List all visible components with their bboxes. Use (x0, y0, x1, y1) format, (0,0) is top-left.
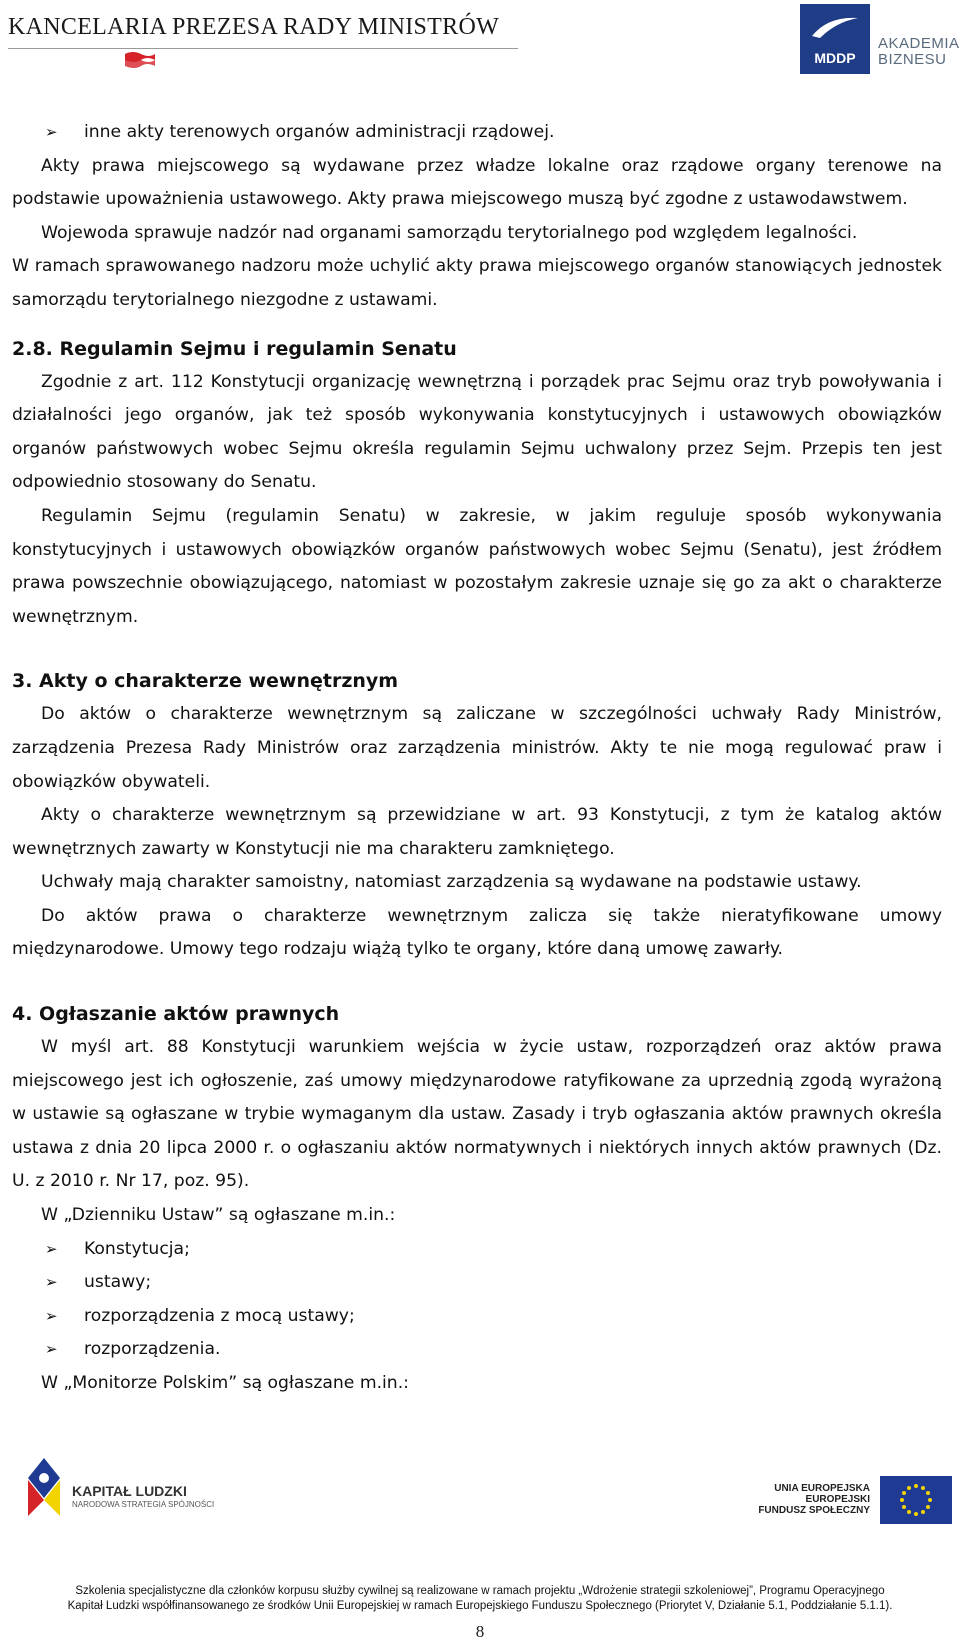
arrow-bullet-icon: ➢ (45, 1340, 58, 1359)
eu-flag-icon (880, 1476, 952, 1524)
arrow-bullet-icon: ➢ (45, 1273, 58, 1292)
kprm-header (8, 14, 520, 41)
paragraph: Akty prawa miejscowego są wydawane przez władze lokalne oraz rządowe organy terenowe na podstawie upoważnienia ustawowego. Akty prawa miejscowego muszą być zgodne z ustawodawstwem. (12, 155, 942, 210)
document-body (12, 116, 942, 1401)
paragraph: Wojewoda sprawuje nadzór nad organami samorządu terytorialnego pod względem legalności. (41, 222, 858, 243)
akademia-line1: AKADEMIA (878, 35, 960, 52)
list-item-text: ustawy; (84, 1272, 152, 1293)
arrow-bullet-icon: ➢ (45, 1239, 58, 1258)
mddp-logo (800, 4, 960, 76)
mddp-swoosh-icon (806, 12, 864, 42)
footer-project-note (20, 1584, 940, 1614)
page-number: 8 (475, 1622, 485, 1641)
kapital-ludzki-emblem-icon (26, 1458, 62, 1518)
list-item (12, 1233, 942, 1267)
paragraph: W myśl art. 88 Konstytucji warunkiem wejścia w życie ustaw, rozporządzeń oraz aktów prawa miejscowego jest ich ogłoszenie, zaś umowy międzynarodowe ratyfikowane za uprzednią zgodą wyrażoną w ustawie są ogłaszane w trybie wymaganym dla ustaw. Zasady i tryb ogłaszania aktów prawnych określa ustawa z dnia 20 lipca 2000 r. o ogłaszaniu aktów normatywnych i niektórych innych aktów prawnych (Dz. U. z 2010 r. Nr 17, poz. 95). (12, 1037, 942, 1192)
list-item-text: rozporządzenia. (84, 1339, 221, 1360)
header-rule (8, 48, 518, 49)
paragraph: Regulamin Sejmu (regulamin Senatu) w zakresie, w jakim reguluje sposób wykonywania konstytucyjnych i ustawowych obowiązków organów państwowych wobec Sejmu (Senatu), jest źródłem prawa powszechnie obowiązującego, natomiast w pozostałym zakresie uznaje się go za akt o charakterze wewnętrznym. (12, 505, 942, 627)
eu-line1: UNIA EUROPEJSKA (774, 1483, 870, 1494)
kprm-title: KANCELARIA PREZESA RADY MINISTRÓW (8, 14, 500, 40)
mddp-label: MDDP (814, 50, 856, 66)
arrow-bullet-icon: ➢ (45, 123, 58, 141)
list-item (12, 1300, 942, 1334)
arrow-bullet-icon: ➢ (45, 1306, 58, 1325)
akademia-biznesu (878, 36, 960, 68)
kapital-ludzki-title: KAPITAŁ LUDZKI (72, 1483, 187, 1499)
paragraph: Akty o charakterze wewnętrznym są przewidziane w art. 93 Konstytucji, z tym że katalog aktów wewnętrznych zawarty w Konstytucji nie ma charakteru zamkniętego. (12, 805, 942, 859)
footer-logos (0, 1440, 960, 1540)
akademia-line2: BIZNESU (878, 51, 947, 68)
polish-flag-icon (123, 50, 157, 70)
list-item (12, 1333, 942, 1367)
paragraph: Do aktów o charakterze wewnętrznym są zaliczane w szczególności uchwały Rady Ministrów, zarządzenia Prezesa Rady Ministrów oraz zarządzenia ministrów. Akty te nie mogą regulować praw i obowiązków obywateli. (12, 704, 942, 792)
list-item-text: inne akty terenowych organów administracji rządowej. (84, 122, 555, 142)
eu-line3: FUNDUSZ SPOŁECZNY (758, 1505, 870, 1516)
section-heading: 3. Akty o charakterze wewnętrznym (12, 670, 399, 693)
list-item-text: rozporządzenia z mocą ustawy; (84, 1305, 355, 1326)
eu-line2: EUROPEJSKI (805, 1494, 870, 1505)
section-heading: 2.8. Regulamin Sejmu i regulamin Senatu (12, 337, 457, 360)
footer-line1: Szkolenia specjalistyczne dla członków korpusu służby cywilnej są realizowane w ramach projektu „Wdrożenie strategii szkoleniowej”, Programu Operacyjnego (75, 1585, 885, 1597)
paragraph: W „Dzienniku Ustaw” są ogłaszane m.in.: (41, 1205, 396, 1226)
paragraph: Zgodnie z art. 112 Konstytucji organizację wewnętrzną i porządek prac Sejmu oraz tryb powoływania i działalności jego organów, jak też sposób wykonywania konstytucyjnych i ustawowych obowiązków organów państwowych wobec Sejmu określa regulamin Sejmu uchwalony przez Sejm. Przepis ten jest odpowiednio stosowany do Senatu. (12, 371, 942, 493)
paragraph: Uchwały mają charakter samoistny, natomiast zarządzenia są wydawane na podstawie ustawy. (41, 872, 862, 893)
paragraph: W ramach sprawowanego nadzoru może uchylić akty prawa miejscowego organów stanowiących jednostek samorządu terytorialnego niezgodne z ustawami. (12, 256, 942, 310)
paragraph: W „Monitorze Polskim” są ogłaszane m.in.: (41, 1373, 409, 1393)
kapital-ludzki-subtitle: NARODOWA STRATEGIA SPÓJNOŚCI (72, 1500, 215, 1509)
list-item-text: Konstytucja; (84, 1238, 190, 1259)
footer-line2: Kapitał Ludzki współfinansowanego ze środków Unii Europejskiej w ramach Europejskiego Funduszu Społecznego (Priorytet V, Działanie 5.1, Poddziałanie 5.1.1). (67, 1600, 893, 1612)
eu-caption (750, 1483, 870, 1516)
kapital-ludzki-logo (26, 1458, 215, 1528)
list-item (12, 116, 942, 150)
mddp-box (800, 4, 870, 74)
section-heading: 4. Ogłaszanie aktów prawnych (12, 1003, 340, 1026)
paragraph: Do aktów prawa o charakterze wewnętrznym zalicza się także nieratyfikowane umowy międzynarodowe. Umowy tego rodzaju wiążą tylko te organy, które daną umowę zawarły. (12, 905, 942, 960)
list-item (12, 1266, 942, 1300)
